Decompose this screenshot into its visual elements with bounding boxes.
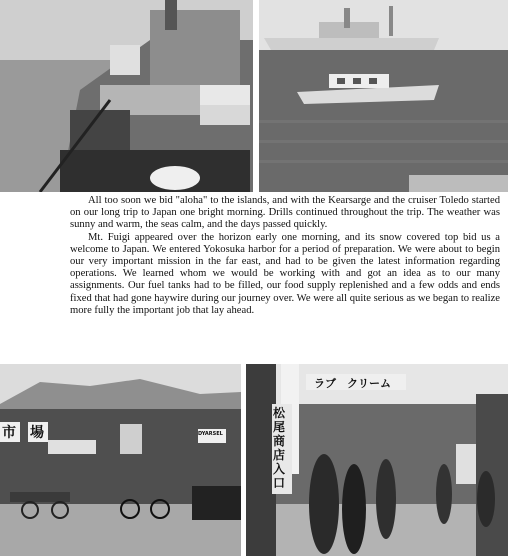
street-left-illustration xyxy=(0,364,241,556)
sign-banner: ラブ クリーム xyxy=(314,377,391,390)
sign-dyarsel: DYARSEL xyxy=(198,431,223,437)
photo-harbor xyxy=(259,0,508,192)
sign-market-1: 市 xyxy=(2,425,16,441)
ship-bow-illustration xyxy=(0,0,253,192)
sign-vertical: 松尾商店入口 xyxy=(273,406,286,490)
article-body xyxy=(70,195,500,317)
article-paragraph-1: All too soon we bid "aloha" to the islands, and with the Kearsarge and the cruiser Toledo started on our long trip to Japan one bright morning. Drills continued throughout the trip. The weather was sunny and warm, the seas calm, and the days passed quickly. xyxy=(70,195,500,231)
article-paragraph-2: Mt. Fuigi appeared over the horizon early one morning, and its snow covered top bid us a welcome to Japan. We entered Yokosuka harbor for a period of preparation. We were about to begin our very important mission in the far east, and had to be given the latest information regarding operations. We learned whom we would be working with and got an idea as to our many assignments. Our fuel tanks had to be filled, our food supply replenished and a few odds and ends fixed that had gone haywire during our journey over. We were all quite serious as we began to realize more fully the important job that lay ahead. xyxy=(70,231,500,316)
photo-street-left xyxy=(0,364,241,556)
harbor-illustration xyxy=(259,0,508,192)
photo-ship-bow xyxy=(0,0,253,192)
sign-market-2: 場 xyxy=(30,425,44,441)
photo-street-right xyxy=(246,364,508,556)
